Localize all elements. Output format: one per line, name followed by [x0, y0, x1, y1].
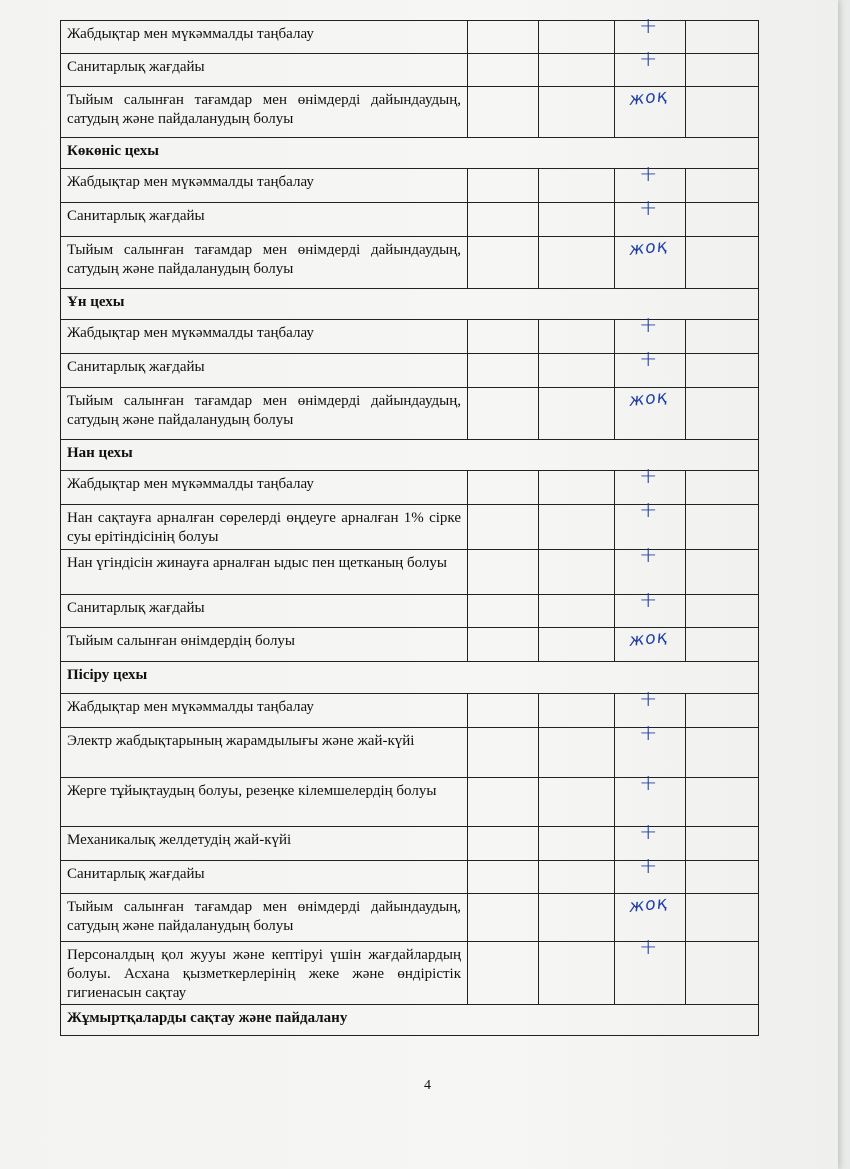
table-row	[61, 388, 759, 440]
empty-cell	[686, 942, 759, 1004]
handwritten-jok-mark: жоқ	[628, 893, 669, 917]
handwritten-plus-mark: +	[639, 313, 658, 338]
table-row	[61, 894, 759, 942]
result-cell	[615, 721, 686, 777]
requirement-text: Тыйым салынған тағамдар мен өнімдерді дайындаудың, сатудың және пайдаланудың болуы	[61, 87, 468, 137]
requirement-text: Жерге тұйықтаудың болуы, резеңке кілемшелердің болуы	[61, 778, 468, 826]
empty-cell	[686, 728, 759, 777]
table-row	[61, 854, 759, 894]
requirement-text: Жабдықтар мен мүкәммалды таңбалау	[61, 694, 468, 727]
table-row	[61, 588, 759, 628]
table-row	[61, 237, 759, 289]
empty-cell	[686, 320, 759, 353]
requirement-text: Санитарлық жағдайы	[61, 354, 468, 387]
table-row	[61, 313, 759, 354]
requirement-text: Санитарлық жағдайы	[61, 203, 468, 236]
handwritten-plus-mark: +	[639, 347, 658, 372]
requirement-text: Нан үгіндісін жинауға арналған ыдыс пен щетканың болуы	[61, 550, 468, 594]
table-row	[61, 628, 759, 662]
empty-cell	[468, 21, 539, 53]
empty-cell	[686, 21, 759, 53]
section-title: Нан цехы	[61, 440, 759, 470]
requirement-text: Нан сақтауға арналған сөрелерді өңдеуге арналған 1% сірке суы ерітіндісінің болуы	[61, 505, 468, 549]
empty-cell	[539, 550, 615, 594]
result-cell	[615, 894, 686, 941]
empty-cell	[686, 827, 759, 860]
result-cell	[615, 935, 686, 1004]
empty-cell	[686, 471, 759, 504]
empty-cell	[539, 827, 615, 860]
handwritten-plus-mark: +	[639, 543, 658, 568]
empty-cell	[539, 354, 615, 387]
empty-cell	[539, 388, 615, 439]
section-header-row	[61, 1005, 759, 1036]
requirement-text: Санитарлық жағдайы	[61, 54, 468, 86]
result-cell	[615, 628, 686, 661]
table-row	[61, 347, 759, 388]
empty-cell	[539, 861, 615, 893]
table-row	[61, 196, 759, 237]
requirement-text: Санитарлық жағдайы	[61, 595, 468, 627]
section-header-row	[61, 138, 759, 169]
result-cell	[615, 771, 686, 826]
empty-cell	[468, 894, 539, 941]
result-cell	[615, 854, 686, 893]
table-row	[61, 464, 759, 505]
empty-cell	[539, 505, 615, 549]
requirement-text: Жабдықтар мен мүкәммалды таңбалау	[61, 21, 468, 53]
empty-cell	[539, 320, 615, 353]
result-cell	[615, 196, 686, 236]
empty-cell	[468, 54, 539, 86]
empty-cell	[539, 628, 615, 661]
handwritten-jok-mark: жоқ	[628, 86, 669, 110]
table-row	[61, 687, 759, 728]
empty-cell	[468, 320, 539, 353]
table-row	[61, 721, 759, 778]
handwritten-plus-mark: +	[639, 721, 658, 746]
requirement-text: Тыйым салынған тағамдар мен өнімдерді дайындаудың, сатудың және пайдаланудың болуы	[61, 388, 468, 439]
table-row	[61, 47, 759, 87]
handwritten-jok-mark: жоқ	[628, 387, 669, 411]
section-title: Ұн цехы	[61, 289, 759, 319]
empty-cell	[468, 388, 539, 439]
empty-cell	[539, 54, 615, 86]
empty-cell	[539, 595, 615, 627]
empty-cell	[468, 87, 539, 137]
empty-cell	[539, 728, 615, 777]
requirement-text: Тыйым салынған тағамдар мен өнімдерді дайындаудың, сатудың және пайдаланудың болуы	[61, 237, 468, 288]
section-title: Пісіру цехы	[61, 662, 759, 693]
empty-cell	[686, 694, 759, 727]
table-row	[61, 820, 759, 861]
table-row	[61, 498, 759, 550]
empty-cell	[686, 595, 759, 627]
result-cell	[615, 588, 686, 627]
requirement-text: Жабдықтар мен мүкәммалды таңбалау	[61, 471, 468, 504]
handwritten-plus-mark: +	[639, 935, 658, 960]
empty-cell	[539, 87, 615, 137]
handwritten-plus-mark: +	[639, 498, 658, 523]
empty-cell	[539, 169, 615, 202]
result-cell	[615, 87, 686, 137]
empty-cell	[468, 354, 539, 387]
empty-cell	[686, 388, 759, 439]
empty-cell	[686, 54, 759, 86]
empty-cell	[539, 942, 615, 1004]
result-cell	[615, 687, 686, 727]
empty-cell	[539, 778, 615, 826]
result-cell	[615, 347, 686, 387]
handwritten-plus-mark: +	[639, 196, 658, 221]
table-row	[61, 87, 759, 138]
requirement-text: Жабдықтар мен мүкәммалды таңбалау	[61, 320, 468, 353]
empty-cell	[468, 595, 539, 627]
result-cell	[615, 14, 686, 53]
empty-cell	[686, 237, 759, 288]
empty-cell	[686, 87, 759, 137]
handwritten-jok-mark: жоқ	[628, 627, 669, 651]
result-cell	[615, 313, 686, 353]
section-header-row	[61, 662, 759, 694]
handwritten-plus-mark: +	[639, 820, 658, 845]
section-header-row	[61, 289, 759, 320]
empty-cell	[468, 628, 539, 661]
empty-cell	[686, 894, 759, 941]
handwritten-plus-mark: +	[639, 687, 658, 712]
table-row	[61, 543, 759, 595]
section-title: Жұмыртқаларды сақтау және пайдалану	[61, 1005, 759, 1035]
result-cell	[615, 543, 686, 594]
empty-cell	[539, 694, 615, 727]
table-row	[61, 771, 759, 827]
handwritten-plus-mark: +	[639, 771, 658, 796]
table-row	[61, 935, 759, 1005]
table-row	[61, 14, 759, 54]
table-row	[61, 162, 759, 203]
result-cell	[615, 820, 686, 860]
requirement-text: Жабдықтар мен мүкәммалды таңбалау	[61, 169, 468, 202]
empty-cell	[468, 169, 539, 202]
page-number: 4	[424, 1078, 431, 1093]
empty-cell	[468, 778, 539, 826]
empty-cell	[686, 778, 759, 826]
empty-cell	[686, 354, 759, 387]
empty-cell	[539, 894, 615, 941]
empty-cell	[468, 203, 539, 236]
empty-cell	[468, 237, 539, 288]
result-cell	[615, 464, 686, 504]
requirement-text: Механикалық желдетудің жай-күйі	[61, 827, 468, 860]
empty-cell	[686, 861, 759, 893]
requirement-text: Электр жабдықтарының жарамдылығы және жай-күйі	[61, 728, 468, 777]
result-cell	[615, 388, 686, 439]
empty-cell	[686, 505, 759, 549]
section-header-row	[61, 440, 759, 471]
requirement-text: Тыйым салынған тағамдар мен өнімдерді дайындаудың, сатудың және пайдаланудың болуы	[61, 894, 468, 941]
requirement-text: Тыйым салынған өнімдердің болуы	[61, 628, 468, 661]
empty-cell	[468, 550, 539, 594]
empty-cell	[468, 505, 539, 549]
result-cell	[615, 498, 686, 549]
section-title: Көкөніс цехы	[61, 138, 759, 168]
empty-cell	[468, 728, 539, 777]
empty-cell	[468, 694, 539, 727]
empty-cell	[468, 827, 539, 860]
handwritten-plus-mark: +	[639, 854, 658, 879]
empty-cell	[539, 21, 615, 53]
empty-cell	[686, 169, 759, 202]
empty-cell	[686, 203, 759, 236]
handwritten-plus-mark: +	[639, 588, 658, 613]
inspection-checklist-table	[60, 14, 759, 1036]
empty-cell	[686, 550, 759, 594]
handwritten-plus-mark: +	[639, 47, 658, 72]
requirement-text: Санитарлық жағдайы	[61, 861, 468, 893]
handwritten-plus-mark: +	[639, 14, 658, 39]
empty-cell	[539, 203, 615, 236]
empty-cell	[468, 942, 539, 1004]
empty-cell	[539, 471, 615, 504]
empty-cell	[468, 861, 539, 893]
handwritten-plus-mark: +	[639, 162, 658, 187]
requirement-text: Персоналдың қол жууы және кептіруі үшін жағдайлардың болуы. Асхана қызметкерлерінің жеке және өндірістік гигиенасын сақтау	[61, 942, 468, 1004]
empty-cell	[539, 237, 615, 288]
handwritten-jok-mark: жоқ	[628, 236, 669, 260]
result-cell	[615, 237, 686, 288]
empty-cell	[686, 628, 759, 661]
result-cell	[615, 47, 686, 86]
empty-cell	[468, 471, 539, 504]
handwritten-plus-mark: +	[639, 464, 658, 489]
result-cell	[615, 162, 686, 202]
